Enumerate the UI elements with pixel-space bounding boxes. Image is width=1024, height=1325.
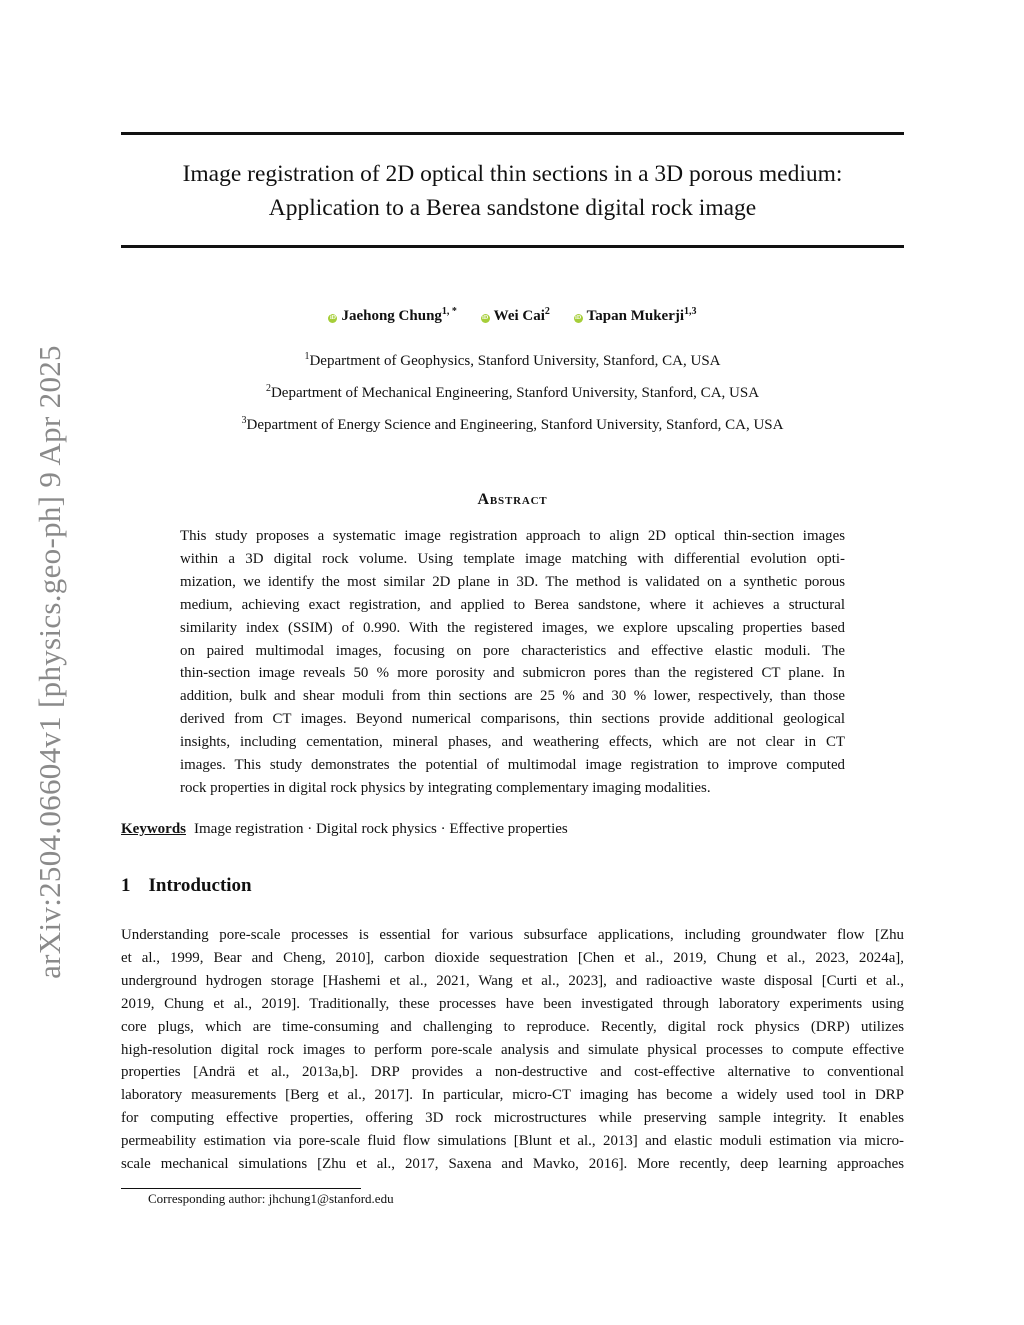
affiliation-marker: 2 bbox=[265, 383, 271, 394]
body-line: permeability estimation via pore-scale fluid flow simulations [Blunt et al., 2013] and elastic moduli estimation via micro- bbox=[121, 1133, 904, 1150]
section-number: 1 bbox=[121, 875, 131, 896]
section-title: Introduction bbox=[148, 875, 252, 896]
footnote-rule bbox=[121, 1188, 361, 1189]
title-top-rule bbox=[121, 132, 904, 135]
affiliation-text: Department of Energy Science and Engineering, Stanford University, Stanford, CA, USA bbox=[246, 417, 784, 433]
author bbox=[481, 306, 550, 325]
body-line: for computing effective properties, offering 3D rock microstructures while preserving sample integrity. It enables bbox=[121, 1110, 904, 1127]
body-line: 2019, Chung et al., 2019]. Traditionally, these processes have been investigated through laboratory experiments using bbox=[121, 995, 904, 1012]
body-line: underground hydrogen storage [Hashemi et al., 2021, Wang et al., 2023], and radioactive waste disposal [Curti et al., bbox=[121, 972, 904, 989]
author-affiliation-marker: 2 bbox=[544, 306, 550, 317]
abstract-line: images. This study demonstrates the potential of multimodal image registration to improve computed bbox=[180, 757, 845, 774]
affiliation bbox=[121, 407, 904, 439]
title-line: Application to a Berea sandstone digital rock image bbox=[268, 195, 757, 221]
body-line: properties [Andrä et al., 2013a,b]. DRP provides a non-destructive and cost-effective alternative to conventional bbox=[121, 1064, 904, 1081]
body-line: Understanding pore-scale processes is essential for various subsurface applications, including groundwater flow [Zhu bbox=[121, 927, 904, 943]
author-name: Wei Cai bbox=[493, 308, 545, 324]
author-list bbox=[121, 306, 904, 325]
author-affiliation-marker: 1, * bbox=[441, 306, 457, 317]
affiliation bbox=[121, 375, 904, 407]
affiliation-text: Department of Mechanical Engineering, Stanford University, Stanford, CA, USA bbox=[270, 385, 760, 401]
author bbox=[328, 306, 456, 325]
orcid-icon[interactable]: iD bbox=[575, 315, 582, 321]
orcid-icon[interactable]: iD bbox=[482, 315, 489, 321]
abstract-body bbox=[180, 525, 845, 800]
title-line: Image registration of 2D optical thin sections in a 3D porous medium: bbox=[182, 161, 843, 187]
orcid-icon[interactable]: iD bbox=[329, 315, 336, 321]
affiliation-marker: 1 bbox=[304, 351, 310, 362]
section-heading bbox=[121, 875, 252, 897]
body-line: laboratory measurements [Berg et al., 2017]. In particular, micro-CT imaging has become a widely used tool in DRP bbox=[121, 1087, 904, 1104]
affiliation-text: Department of Geophysics, Stanford University, Stanford, CA, USA bbox=[309, 353, 721, 369]
arxiv-stamp: arXiv:2504.06604v1 [physics.geo-ph] 9 Apr 2025 bbox=[32, 345, 67, 979]
footnote: Corresponding author: jhchung1@stanford.edu bbox=[148, 1191, 394, 1206]
introduction-body bbox=[121, 924, 904, 1176]
author bbox=[574, 306, 697, 325]
affiliation bbox=[121, 343, 904, 375]
abstract-line: medium, achieving exact registration, and applied to Berea sandstone, where it achieves a structural bbox=[180, 596, 845, 613]
abstract-line: similarity index (SSIM) of 0.990. With the registered images, we explore upscaling properties based bbox=[180, 619, 845, 636]
author-affiliation-marker: 1,3 bbox=[684, 306, 697, 317]
keywords bbox=[121, 821, 904, 838]
abstract-line: within a 3D digital rock volume. Using template image matching with differential evolution opti- bbox=[180, 550, 845, 567]
abstract-line: This study proposes a systematic image registration approach to align 2D optical thin-section images bbox=[180, 528, 845, 544]
keywords-text: Image registration · Digital rock physics · Effective properties bbox=[194, 821, 568, 837]
abstract-line: addition, bulk and shear moduli from thin sections are 25 % and 30 % lower, respectively, than those bbox=[180, 688, 845, 705]
title-bottom-rule bbox=[121, 245, 904, 248]
abstract-line: rock properties in digital rock physics by integrating complementary imaging modalities. bbox=[180, 779, 711, 796]
abstract-line: thin-section image reveals 50 % more porosity and submicron pores than the registered CT plane. In bbox=[180, 665, 845, 682]
body-line: scale mechanical simulations [Zhu et al., 2017, Saxena and Mavko, 2016]. More recently, deep learning approaches bbox=[121, 1156, 904, 1173]
abstract-heading: Abstract bbox=[477, 491, 548, 508]
paper-title bbox=[121, 157, 904, 225]
abstract-line: on paired multimodal images, focusing on pore characteristics and effective elastic moduli. The bbox=[180, 642, 845, 659]
body-line: high-resolution digital rock images to perform pore-scale analysis and simulate physical processes to compute effective bbox=[121, 1041, 904, 1058]
keywords-label: Keywords bbox=[121, 821, 186, 837]
body-line: et al., 1999, Bear and Cheng, 2010], carbon dioxide sequestration [Chen et al., 2019, Chung et al., 2023, 2024a], bbox=[121, 949, 904, 966]
abstract-line: derived from CT images. Beyond numerical comparisons, thin sections provide additional geological bbox=[180, 711, 845, 728]
author-name: Tapan Mukerji bbox=[586, 308, 685, 324]
abstract-line: mization, we identify the most similar 2D plane in 3D. The method is validated on a synthetic porous bbox=[180, 573, 845, 590]
body-line: core plugs, which are time-consuming and challenging to reproduce. Recently, digital rock physics (DRP) utilizes bbox=[121, 1018, 904, 1035]
affiliation-marker: 3 bbox=[241, 415, 247, 426]
affiliation-list bbox=[121, 343, 904, 439]
author-name: Jaehong Chung bbox=[341, 308, 442, 324]
abstract-line: insights, including cementation, mineral phases, and weathering effects, which are not clear in CT bbox=[180, 734, 845, 751]
